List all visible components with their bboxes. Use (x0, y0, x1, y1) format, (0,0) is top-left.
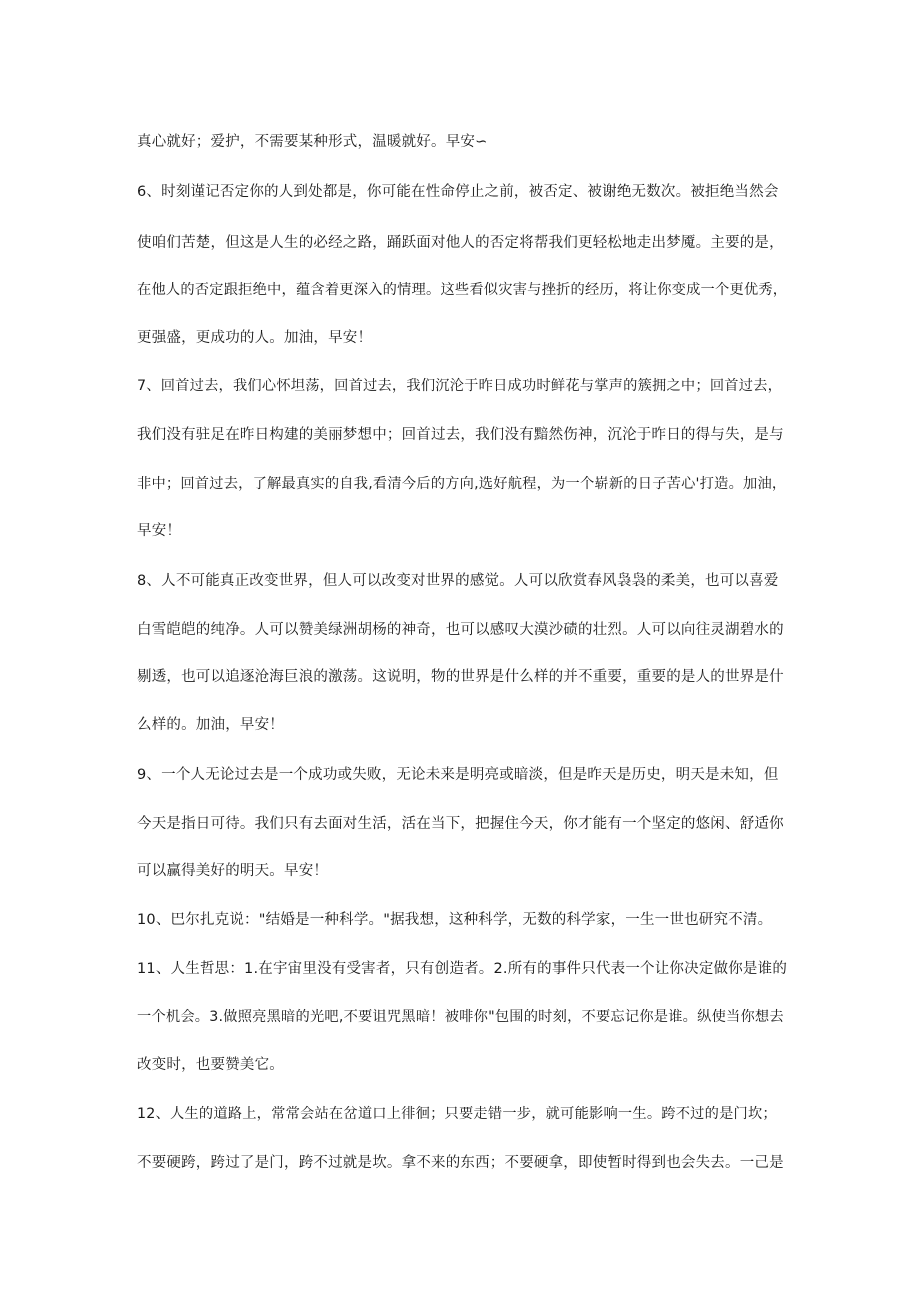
text-line: 今天是指日可待。我们只有去面对生活，活在当下，把握住今天，你才能有一个坚定的悠闲、舒适你 (137, 816, 784, 832)
text-line: 剔透，也可以追逐沧海巨浪的激荡。这说明，物的世界是什么样的并不重要，重要的是人的世界是什 (137, 669, 784, 685)
text-line: 10、巴尔扎克说："结婚是一种科学。"据我想，这种科学，无数的科学家，一生一世也研究不清。 (137, 912, 773, 928)
text-line: 非中；回首过去，了解最真实的自我,看清今后的方向,选好航程，为一个崭新的日子苦心'打造。加油， (137, 476, 787, 492)
text-line: 可以赢得美好的明天。早安！ (137, 863, 329, 879)
text-line: 8、人不可能真正改变世界，但人可以改变对世界的感觉。人可以欣赏春风袅袅的柔美，也可以喜爱 (137, 573, 779, 589)
text-line: 11、人生哲思：1.在宇宙里没有受害者，只有创造者。2.所有的事件只代表一个让你决定做你是谁的 (137, 961, 788, 977)
text-line: 我们没有驻足在昨日构建的美丽梦想中；回首过去，我们没有黯然伤神，沉沦于昨日的得与失，是与 (137, 427, 784, 443)
text-line: 6、时刻谨记否定你的人到处都是，你可能在性命停止之前，被否定、被谢绝无数次。被拒绝当然会 (137, 184, 779, 200)
text-line: 早安！ (137, 523, 182, 539)
text-line: 么样的。加油，早安！ (137, 717, 284, 733)
text-line: 白雪皑皑的纯净。人可以赞美绿洲胡杨的神奇，也可以感叹大漠沙碛的壮烈。人可以向往灵湖碧水的 (137, 622, 784, 638)
text-line: 7、回首过去，我们心怀坦荡，回首过去，我们沉沦于昨日成功时鲜花与掌声的簇拥之中；回首过去， (137, 378, 783, 394)
text-line: 更强盛，更成功的人。加油，早安！ (137, 330, 373, 346)
text-line: 12、人生的道路上，常常会站在岔道口上徘徊；只要走错一步，就可能影响一生。跨不过的是门坎； (137, 1106, 777, 1122)
text-line: 真心就好；爱护，不需要某种形式，温暖就好。早安∽ (137, 134, 488, 150)
text-line: 不要硬跨，跨过了是门，跨不过就是坎。拿不来的东西；不要硬拿，即使暂时得到也会失去。一己是 (137, 1155, 784, 1171)
text-line: 一个机会。3.做照亮黑暗的光吧,不要诅咒黑暗！被啡你"包围的时刻，不要忘记你是谁。纵使当你想去 (137, 1009, 784, 1025)
text-line: 使咱们苦楚，但这是人生的必经之路，踊跃面对他人的否定将帮我们更轻松地走出梦魇。主要的是， (137, 235, 784, 251)
text-line: 在他人的否定跟拒绝中，蕴含着更深入的情理。这些看似灾害与挫折的经历，将让你变成一个更优秀， (137, 282, 788, 298)
text-line: 9、一个人无论过去是一个成功或失败，无论未来是明亮或暗淡，但是昨天是历史，明天是未知，但 (137, 767, 779, 783)
text-line: 改变时，也要赞美它。 (137, 1057, 284, 1073)
